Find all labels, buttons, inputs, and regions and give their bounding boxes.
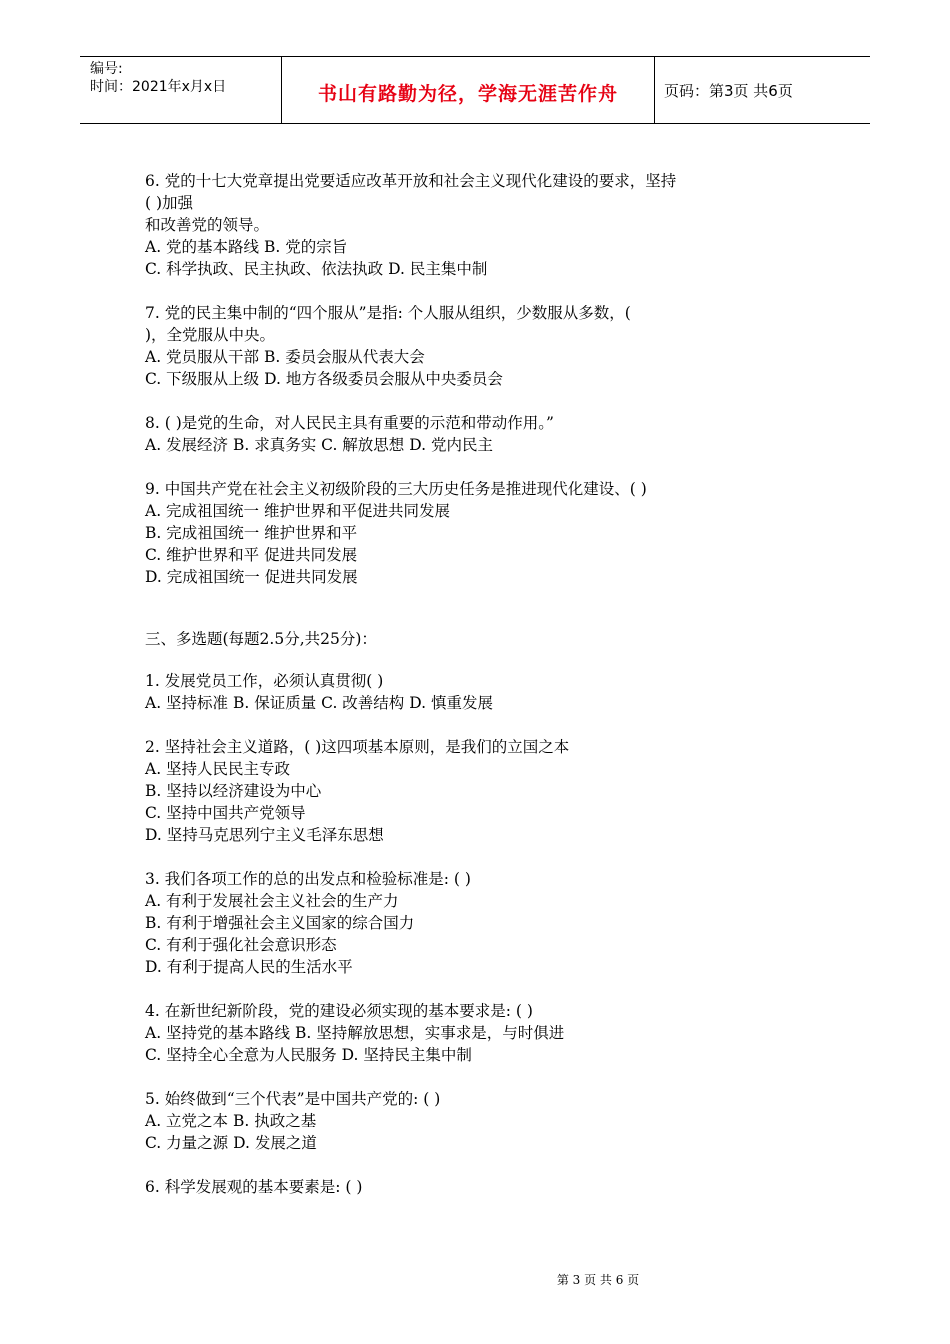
question-line: C. 下级服从上级 D. 地方各级委员会服从中央委员会 [145, 370, 503, 388]
question-line: B. 有利于增强社会主义国家的综合国力 [145, 914, 415, 932]
question-line: D. 坚持马克思列宁主义毛泽东思想 [145, 826, 384, 844]
section-title: 三、多选题(每题2.5分,共25分)： [145, 630, 377, 648]
question-line: A. 立党之本 B. 执政之基 [145, 1112, 317, 1130]
question-block [145, 478, 825, 588]
question-block [145, 1088, 825, 1154]
question-line: C. 坚持中国共产党领导 [145, 804, 306, 822]
question-text: 1. 发展党员工作，必须认真贯彻( ) [145, 672, 384, 690]
question-group-part1 [145, 170, 825, 588]
question-block [145, 302, 825, 390]
question-line: A. 坚持标准 B. 保证质量 C. 改善结构 D. 慎重发展 [145, 694, 493, 712]
question-line: C. 维护世界和平 促进共同发展 [145, 546, 358, 564]
question-block [145, 1000, 825, 1066]
header-page-info: 页码：第3页 共6页 [664, 82, 793, 100]
header-meta [90, 60, 226, 96]
question-line: B. 完成祖国统一 维护世界和平 [145, 524, 358, 542]
question-text: 2. 坚持社会主义道路，( )这四项基本原则，是我们的立国之本 [145, 738, 570, 756]
question-text: 5. 始终做到“三个代表”是中国共产党的: ( ) [145, 1090, 441, 1108]
question-line: D. 有利于提高人民的生活水平 [145, 958, 353, 976]
question-line: B. 坚持以经济建设为中心 [145, 782, 322, 800]
header-number-label: 编号: [90, 61, 123, 77]
question-line: A. 完成祖国统一 维护世界和平促进共同发展 [145, 502, 450, 520]
question-line: C. 力量之源 D. 发展之道 [145, 1134, 317, 1152]
question-line: 和改善党的领导。 [145, 216, 270, 234]
question-line: A. 党员服从干部 B. 委员会服从代表大会 [145, 348, 425, 366]
question-text: 4. 在新世纪新阶段，党的建设必须实现的基本要求是: ( ) [145, 1002, 533, 1020]
question-line: D. 完成祖国统一 促进共同发展 [145, 568, 358, 586]
question-block [145, 868, 825, 978]
question-line: A. 坚持党的基本路线 B. 坚持解放思想，实事求是，与时俱进 [145, 1024, 565, 1042]
question-line: A. 坚持人民民主专政 [145, 760, 291, 778]
question-text: 6. 科学发展观的基本要素是: ( ) [145, 1178, 363, 1196]
question-text: 8. ( )是党的生命，对人民民主具有重要的示范和带动作用。” [145, 414, 554, 432]
question-line: A. 党的基本路线 B. 党的宗旨 [145, 238, 348, 256]
question-text: 7. 党的民主集中制的“四个服从”是指: 个人服从组织，少数服从多数，( [145, 304, 631, 322]
question-block [145, 1176, 825, 1198]
footer-page-number: 第 3 页 共 6 页 [556, 1273, 640, 1287]
question-line: )，全党服从中央。 [145, 326, 276, 344]
header-motto: 书山有路勤为径，学海无涯苦作舟 [317, 83, 618, 105]
question-text: 9. 中国共产党在社会主义初级阶段的三大历史任务是推进现代化建设、( ) [145, 480, 647, 498]
question-line: C. 坚持全心全意为人民服务 D. 坚持民主集中制 [145, 1046, 472, 1064]
question-group-part2 [145, 670, 825, 1198]
page-footer [0, 1271, 950, 1288]
question-block [145, 670, 825, 714]
question-line: C. 科学执政、民主执政、依法执政 D. 民主集中制 [145, 260, 488, 278]
question-text: 6. 党的十七大党章提出党要适应改革开放和社会主义现代化建设的要求，坚持 [145, 172, 677, 190]
question-line: A. 发展经济 B. 求真务实 C. 解放思想 D. 党内民主 [145, 436, 493, 454]
page-header [80, 56, 870, 124]
question-line: A. 有利于发展社会主义社会的生产力 [145, 892, 399, 910]
question-block [145, 736, 825, 846]
header-time-label: 时间：2021年x月x日 [90, 79, 227, 95]
document-body [145, 170, 825, 1220]
question-line: C. 有利于强化社会意识形态 [145, 936, 337, 954]
question-block [145, 412, 825, 456]
header-divider [654, 57, 655, 123]
question-block [145, 170, 825, 280]
question-text: 3. 我们各项工作的总的出发点和检验标准是: ( ) [145, 870, 471, 888]
question-line: ( )加强 [145, 194, 194, 212]
